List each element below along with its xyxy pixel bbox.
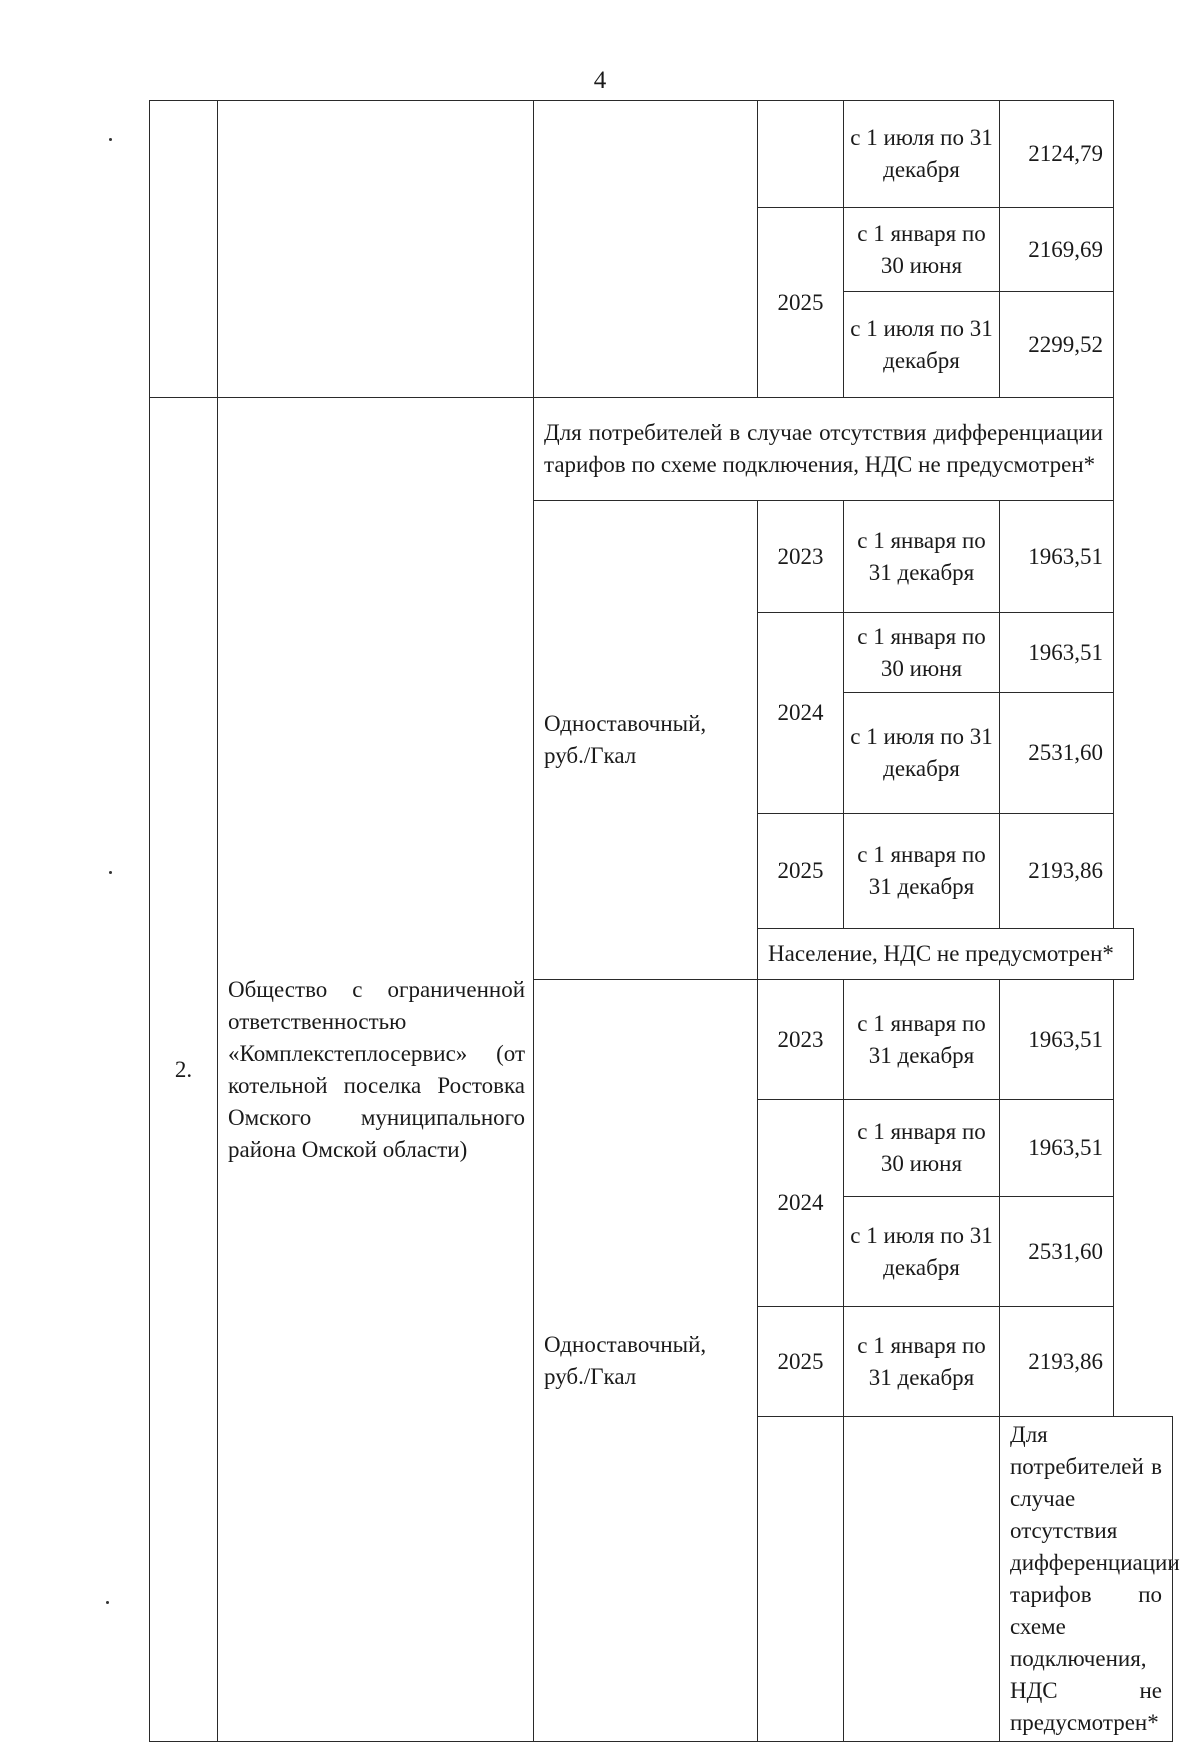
cell-org-empty: [844, 1417, 1000, 1742]
organization-name: Общество с ограниченной ответственностью «Комплекстеплосервис» (от котельной поселка Ростовка Омского муниципального района Омской области): [218, 398, 534, 1742]
year-cell: 2025: [758, 1307, 844, 1417]
year-cell: 2025: [758, 208, 844, 398]
value-cell: 2124,79: [1000, 101, 1114, 208]
table-row: [150, 398, 1173, 501]
cell-org-empty: [218, 101, 534, 398]
consumer-group-header: Население, НДС не предусмотрен*: [758, 929, 1134, 980]
scan-speck: [109, 871, 112, 874]
year-cell: 2024: [758, 613, 844, 814]
scan-speck: [109, 138, 112, 141]
value-cell: 2169,69: [1000, 208, 1114, 292]
consumer-group-header: Для потребителей в случае отсутствия дифференциации тарифов по схеме подключения, НДС не предусмотрен*: [1000, 1417, 1173, 1742]
period-cell: с 1 июля по 31 декабря: [844, 101, 1000, 208]
period-cell: с 1 января по 31 декабря: [844, 501, 1000, 613]
value-cell: 2193,86: [1000, 814, 1114, 929]
cell-number-empty: [150, 101, 218, 398]
value-cell: 1963,51: [1000, 980, 1114, 1100]
period-cell: с 1 июля по 31 декабря: [844, 292, 1000, 398]
value-cell: 2531,60: [1000, 693, 1114, 814]
value-cell: 2193,86: [1000, 1307, 1114, 1417]
year-cell: 2023: [758, 501, 844, 613]
tariff-table: [149, 100, 1180, 1742]
tariff-type: Одноставочный, руб./Гкал: [534, 980, 758, 1742]
year-cell: 2023: [758, 980, 844, 1100]
value-cell: 2299,52: [1000, 292, 1114, 398]
cell-number-empty: [758, 1417, 844, 1742]
period-cell: с 1 января по 31 декабря: [844, 1307, 1000, 1417]
period-cell: с 1 января по 30 июня: [844, 208, 1000, 292]
period-cell: с 1 января по 31 декабря: [844, 980, 1000, 1100]
value-cell: 1963,51: [1000, 1100, 1114, 1197]
year-cell: 2025: [758, 814, 844, 929]
table-row: [150, 101, 1173, 208]
value-cell: 1963,51: [1000, 613, 1114, 693]
period-cell: с 1 июля по 31 декабря: [844, 1197, 1000, 1307]
period-cell: с 1 января по 30 июня: [844, 1100, 1000, 1197]
period-cell: с 1 января по 30 июня: [844, 613, 1000, 693]
scan-speck: [106, 1601, 109, 1604]
cell-year-empty: [758, 101, 844, 208]
value-cell: 2531,60: [1000, 1197, 1114, 1307]
period-cell: с 1 января по 31 декабря: [844, 814, 1000, 929]
page-number: 4: [593, 67, 607, 94]
year-cell: 2024: [758, 1100, 844, 1307]
consumer-group-header: Для потребителей в случае отсутствия дифференциации тарифов по схеме подключения, НДС не предусмотрен*: [534, 398, 1114, 501]
value-cell: 1963,51: [1000, 501, 1114, 613]
cell-type-empty: [534, 101, 758, 398]
tariff-type: Одноставочный, руб./Гкал: [534, 501, 758, 980]
period-cell: с 1 июля по 31 декабря: [844, 693, 1000, 814]
row-number: 2.: [150, 398, 218, 1742]
